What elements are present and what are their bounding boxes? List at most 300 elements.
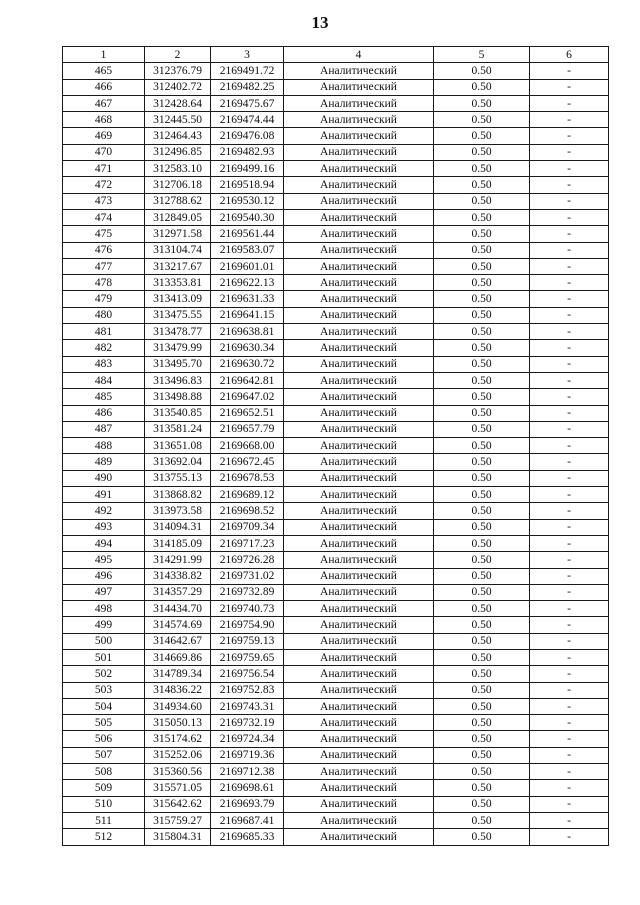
table-row: [63, 438, 609, 454]
accuracy-cell: 0.50: [434, 389, 530, 405]
x-coordinate-cell: 314185.09: [145, 535, 211, 551]
point-number-cell: 494: [63, 535, 145, 551]
method-cell: Аналитический: [284, 666, 434, 682]
note-cell: -: [530, 487, 609, 503]
y-coordinate-cell: 2169482.25: [211, 79, 284, 95]
accuracy-cell: 0.50: [434, 649, 530, 665]
table-row: [63, 666, 609, 682]
accuracy-cell: 0.50: [434, 275, 530, 291]
x-coordinate-cell: 313475.55: [145, 307, 211, 323]
point-number-cell: 479: [63, 291, 145, 307]
point-number-cell: 468: [63, 112, 145, 128]
table-row: [63, 226, 609, 242]
point-number-cell: 497: [63, 584, 145, 600]
point-number-cell: 510: [63, 796, 145, 812]
note-cell: -: [530, 666, 609, 682]
note-cell: -: [530, 95, 609, 111]
table-row: [63, 209, 609, 225]
point-number-cell: 499: [63, 617, 145, 633]
x-coordinate-cell: 313498.88: [145, 389, 211, 405]
accuracy-cell: 0.50: [434, 470, 530, 486]
table-row: [63, 503, 609, 519]
note-cell: -: [530, 291, 609, 307]
accuracy-cell: 0.50: [434, 584, 530, 600]
note-cell: -: [530, 601, 609, 617]
accuracy-cell: 0.50: [434, 780, 530, 796]
method-cell: Аналитический: [284, 258, 434, 274]
method-cell: Аналитический: [284, 584, 434, 600]
x-coordinate-cell: 314789.34: [145, 666, 211, 682]
table-row: [63, 144, 609, 160]
point-number-cell: 470: [63, 144, 145, 160]
table-row: [63, 307, 609, 323]
table-row: [63, 421, 609, 437]
x-coordinate-cell: 314934.60: [145, 698, 211, 714]
point-number-cell: 482: [63, 340, 145, 356]
x-coordinate-cell: 313495.70: [145, 356, 211, 372]
method-cell: Аналитический: [284, 275, 434, 291]
page-number: 13: [311, 13, 329, 32]
table-row: [63, 291, 609, 307]
note-cell: -: [530, 226, 609, 242]
method-cell: Аналитический: [284, 161, 434, 177]
method-cell: Аналитический: [284, 193, 434, 209]
table-row: [63, 519, 609, 535]
note-cell: -: [530, 503, 609, 519]
note-cell: -: [530, 747, 609, 763]
table-row: [63, 79, 609, 95]
method-cell: Аналитический: [284, 177, 434, 193]
point-number-cell: 484: [63, 372, 145, 388]
accuracy-cell: 0.50: [434, 764, 530, 780]
note-cell: -: [530, 617, 609, 633]
column-header: 1: [63, 47, 145, 63]
accuracy-cell: 0.50: [434, 193, 530, 209]
table-row: [63, 454, 609, 470]
method-cell: Аналитический: [284, 715, 434, 731]
accuracy-cell: 0.50: [434, 535, 530, 551]
method-cell: Аналитический: [284, 128, 434, 144]
table-row: [63, 275, 609, 291]
accuracy-cell: 0.50: [434, 503, 530, 519]
point-number-cell: 500: [63, 633, 145, 649]
accuracy-cell: 0.50: [434, 112, 530, 128]
point-number-cell: 506: [63, 731, 145, 747]
note-cell: -: [530, 812, 609, 828]
y-coordinate-cell: 2169698.61: [211, 780, 284, 796]
table-row: [63, 715, 609, 731]
point-number-cell: 475: [63, 226, 145, 242]
y-coordinate-cell: 2169476.08: [211, 128, 284, 144]
method-cell: Аналитический: [284, 340, 434, 356]
note-cell: -: [530, 715, 609, 731]
accuracy-cell: 0.50: [434, 209, 530, 225]
coordinates-table: [62, 46, 609, 846]
point-number-cell: 502: [63, 666, 145, 682]
note-cell: -: [530, 764, 609, 780]
table-row: [63, 633, 609, 649]
y-coordinate-cell: 2169689.12: [211, 487, 284, 503]
column-header: 2: [145, 47, 211, 63]
method-cell: Аналитический: [284, 519, 434, 535]
note-cell: -: [530, 79, 609, 95]
point-number-cell: 489: [63, 454, 145, 470]
accuracy-cell: 0.50: [434, 438, 530, 454]
point-number-cell: 487: [63, 421, 145, 437]
method-cell: Аналитический: [284, 682, 434, 698]
table-row: [63, 731, 609, 747]
y-coordinate-cell: 2169631.33: [211, 291, 284, 307]
y-coordinate-cell: 2169530.12: [211, 193, 284, 209]
y-coordinate-cell: 2169687.41: [211, 812, 284, 828]
x-coordinate-cell: 312402.72: [145, 79, 211, 95]
note-cell: -: [530, 649, 609, 665]
point-number-cell: 492: [63, 503, 145, 519]
y-coordinate-cell: 2169668.00: [211, 438, 284, 454]
y-coordinate-cell: 2169482.93: [211, 144, 284, 160]
table-row: [63, 812, 609, 828]
method-cell: Аналитический: [284, 421, 434, 437]
note-cell: -: [530, 161, 609, 177]
method-cell: Аналитический: [284, 63, 434, 79]
x-coordinate-cell: 314642.67: [145, 633, 211, 649]
point-number-cell: 478: [63, 275, 145, 291]
accuracy-cell: 0.50: [434, 421, 530, 437]
table-row: [63, 356, 609, 372]
x-coordinate-cell: 315759.27: [145, 812, 211, 828]
x-coordinate-cell: 313217.67: [145, 258, 211, 274]
x-coordinate-cell: 313478.77: [145, 324, 211, 340]
x-coordinate-cell: 312971.58: [145, 226, 211, 242]
point-number-cell: 488: [63, 438, 145, 454]
y-coordinate-cell: 2169518.94: [211, 177, 284, 193]
x-coordinate-cell: 313651.08: [145, 438, 211, 454]
point-number-cell: 512: [63, 829, 145, 845]
table-row: [63, 617, 609, 633]
point-number-cell: 471: [63, 161, 145, 177]
method-cell: Аналитический: [284, 112, 434, 128]
y-coordinate-cell: 2169583.07: [211, 242, 284, 258]
method-cell: Аналитический: [284, 405, 434, 421]
table-row: [63, 242, 609, 258]
accuracy-cell: 0.50: [434, 144, 530, 160]
x-coordinate-cell: 315804.31: [145, 829, 211, 845]
accuracy-cell: 0.50: [434, 405, 530, 421]
accuracy-cell: 0.50: [434, 177, 530, 193]
point-number-cell: 466: [63, 79, 145, 95]
point-number-cell: 485: [63, 389, 145, 405]
y-coordinate-cell: 2169698.52: [211, 503, 284, 519]
y-coordinate-cell: 2169732.19: [211, 715, 284, 731]
note-cell: -: [530, 242, 609, 258]
note-cell: -: [530, 780, 609, 796]
y-coordinate-cell: 2169561.44: [211, 226, 284, 242]
table-row: [63, 829, 609, 845]
y-coordinate-cell: 2169726.28: [211, 552, 284, 568]
note-cell: -: [530, 340, 609, 356]
x-coordinate-cell: 315174.62: [145, 731, 211, 747]
y-coordinate-cell: 2169474.44: [211, 112, 284, 128]
x-coordinate-cell: 313755.13: [145, 470, 211, 486]
method-cell: Аналитический: [284, 617, 434, 633]
accuracy-cell: 0.50: [434, 242, 530, 258]
note-cell: -: [530, 324, 609, 340]
table-row: [63, 487, 609, 503]
note-cell: -: [530, 421, 609, 437]
accuracy-cell: 0.50: [434, 666, 530, 682]
method-cell: Аналитический: [284, 356, 434, 372]
method-cell: Аналитический: [284, 698, 434, 714]
table-row: [63, 601, 609, 617]
point-number-cell: 493: [63, 519, 145, 535]
point-number-cell: 476: [63, 242, 145, 258]
x-coordinate-cell: 312445.50: [145, 112, 211, 128]
method-cell: Аналитический: [284, 242, 434, 258]
note-cell: -: [530, 470, 609, 486]
table-row: [63, 470, 609, 486]
y-coordinate-cell: 2169740.73: [211, 601, 284, 617]
accuracy-cell: 0.50: [434, 698, 530, 714]
y-coordinate-cell: 2169475.67: [211, 95, 284, 111]
y-coordinate-cell: 2169685.33: [211, 829, 284, 845]
accuracy-cell: 0.50: [434, 487, 530, 503]
accuracy-cell: 0.50: [434, 519, 530, 535]
note-cell: -: [530, 63, 609, 79]
table-row: [63, 552, 609, 568]
point-number-cell: 495: [63, 552, 145, 568]
accuracy-cell: 0.50: [434, 601, 530, 617]
y-coordinate-cell: 2169752.83: [211, 682, 284, 698]
x-coordinate-cell: 313353.81: [145, 275, 211, 291]
x-coordinate-cell: 314291.99: [145, 552, 211, 568]
table-row: [63, 177, 609, 193]
method-cell: Аналитический: [284, 601, 434, 617]
x-coordinate-cell: 312788.62: [145, 193, 211, 209]
accuracy-cell: 0.50: [434, 617, 530, 633]
note-cell: -: [530, 731, 609, 747]
accuracy-cell: 0.50: [434, 454, 530, 470]
y-coordinate-cell: 2169647.02: [211, 389, 284, 405]
table-row: [63, 405, 609, 421]
point-number-cell: 496: [63, 568, 145, 584]
point-number-cell: 509: [63, 780, 145, 796]
note-cell: -: [530, 258, 609, 274]
table-row: [63, 747, 609, 763]
table-header: [63, 47, 609, 63]
accuracy-cell: 0.50: [434, 63, 530, 79]
y-coordinate-cell: 2169630.72: [211, 356, 284, 372]
accuracy-cell: 0.50: [434, 682, 530, 698]
note-cell: -: [530, 633, 609, 649]
x-coordinate-cell: 312849.05: [145, 209, 211, 225]
accuracy-cell: 0.50: [434, 633, 530, 649]
note-cell: -: [530, 698, 609, 714]
y-coordinate-cell: 2169759.65: [211, 649, 284, 665]
accuracy-cell: 0.50: [434, 161, 530, 177]
accuracy-cell: 0.50: [434, 747, 530, 763]
note-cell: -: [530, 372, 609, 388]
accuracy-cell: 0.50: [434, 796, 530, 812]
x-coordinate-cell: 312496.85: [145, 144, 211, 160]
x-coordinate-cell: 315252.06: [145, 747, 211, 763]
accuracy-cell: 0.50: [434, 79, 530, 95]
accuracy-cell: 0.50: [434, 731, 530, 747]
method-cell: Аналитический: [284, 372, 434, 388]
accuracy-cell: 0.50: [434, 568, 530, 584]
method-cell: Аналитический: [284, 389, 434, 405]
table-row: [63, 764, 609, 780]
note-cell: -: [530, 829, 609, 845]
point-number-cell: 473: [63, 193, 145, 209]
method-cell: Аналитический: [284, 144, 434, 160]
y-coordinate-cell: 2169754.90: [211, 617, 284, 633]
table-row: [63, 340, 609, 356]
point-number-cell: 498: [63, 601, 145, 617]
table-row: [63, 780, 609, 796]
method-cell: Аналитический: [284, 829, 434, 845]
table-row: [63, 95, 609, 111]
note-cell: -: [530, 535, 609, 551]
y-coordinate-cell: 2169678.53: [211, 470, 284, 486]
method-cell: Аналитический: [284, 291, 434, 307]
accuracy-cell: 0.50: [434, 812, 530, 828]
y-coordinate-cell: 2169622.13: [211, 275, 284, 291]
method-cell: Аналитический: [284, 812, 434, 828]
table-row: [63, 698, 609, 714]
x-coordinate-cell: 312583.10: [145, 161, 211, 177]
table-row: [63, 649, 609, 665]
point-number-cell: 490: [63, 470, 145, 486]
method-cell: Аналитический: [284, 649, 434, 665]
table-row: [63, 258, 609, 274]
table-row: [63, 193, 609, 209]
x-coordinate-cell: 315571.05: [145, 780, 211, 796]
note-cell: -: [530, 275, 609, 291]
x-coordinate-cell: 313104.74: [145, 242, 211, 258]
point-number-cell: 467: [63, 95, 145, 111]
method-cell: Аналитический: [284, 470, 434, 486]
x-coordinate-cell: 314574.69: [145, 617, 211, 633]
point-number-cell: 474: [63, 209, 145, 225]
x-coordinate-cell: 314357.29: [145, 584, 211, 600]
x-coordinate-cell: 314094.31: [145, 519, 211, 535]
y-coordinate-cell: 2169731.02: [211, 568, 284, 584]
point-number-cell: 511: [63, 812, 145, 828]
method-cell: Аналитический: [284, 731, 434, 747]
column-header: 4: [284, 47, 434, 63]
table-row: [63, 324, 609, 340]
accuracy-cell: 0.50: [434, 324, 530, 340]
method-cell: Аналитический: [284, 438, 434, 454]
table-row: [63, 796, 609, 812]
y-coordinate-cell: 2169491.72: [211, 63, 284, 79]
y-coordinate-cell: 2169756.54: [211, 666, 284, 682]
point-number-cell: 469: [63, 128, 145, 144]
method-cell: Аналитический: [284, 764, 434, 780]
point-number-cell: 477: [63, 258, 145, 274]
y-coordinate-cell: 2169499.16: [211, 161, 284, 177]
accuracy-cell: 0.50: [434, 307, 530, 323]
x-coordinate-cell: 314669.86: [145, 649, 211, 665]
y-coordinate-cell: 2169540.30: [211, 209, 284, 225]
x-coordinate-cell: 314434.70: [145, 601, 211, 617]
note-cell: -: [530, 307, 609, 323]
x-coordinate-cell: 313692.04: [145, 454, 211, 470]
note-cell: -: [530, 519, 609, 535]
header-row: [63, 47, 609, 63]
note-cell: -: [530, 796, 609, 812]
note-cell: -: [530, 144, 609, 160]
y-coordinate-cell: 2169717.23: [211, 535, 284, 551]
note-cell: -: [530, 405, 609, 421]
accuracy-cell: 0.50: [434, 95, 530, 111]
table-row: [63, 63, 609, 79]
y-coordinate-cell: 2169672.45: [211, 454, 284, 470]
accuracy-cell: 0.50: [434, 356, 530, 372]
y-coordinate-cell: 2169719.36: [211, 747, 284, 763]
method-cell: Аналитический: [284, 209, 434, 225]
point-number-cell: 505: [63, 715, 145, 731]
x-coordinate-cell: 313973.58: [145, 503, 211, 519]
accuracy-cell: 0.50: [434, 372, 530, 388]
method-cell: Аналитический: [284, 226, 434, 242]
point-number-cell: 504: [63, 698, 145, 714]
accuracy-cell: 0.50: [434, 829, 530, 845]
x-coordinate-cell: 315360.56: [145, 764, 211, 780]
accuracy-cell: 0.50: [434, 552, 530, 568]
x-coordinate-cell: 312428.64: [145, 95, 211, 111]
point-number-cell: 483: [63, 356, 145, 372]
accuracy-cell: 0.50: [434, 128, 530, 144]
y-coordinate-cell: 2169601.01: [211, 258, 284, 274]
method-cell: Аналитический: [284, 307, 434, 323]
y-coordinate-cell: 2169641.15: [211, 307, 284, 323]
note-cell: -: [530, 682, 609, 698]
x-coordinate-cell: 312706.18: [145, 177, 211, 193]
accuracy-cell: 0.50: [434, 226, 530, 242]
note-cell: -: [530, 389, 609, 405]
table-row: [63, 584, 609, 600]
column-header: 6: [530, 47, 609, 63]
x-coordinate-cell: 315050.13: [145, 715, 211, 731]
note-cell: -: [530, 584, 609, 600]
y-coordinate-cell: 2169693.79: [211, 796, 284, 812]
y-coordinate-cell: 2169709.34: [211, 519, 284, 535]
accuracy-cell: 0.50: [434, 715, 530, 731]
y-coordinate-cell: 2169630.34: [211, 340, 284, 356]
x-coordinate-cell: 313479.99: [145, 340, 211, 356]
note-cell: -: [530, 177, 609, 193]
table-row: [63, 112, 609, 128]
method-cell: Аналитический: [284, 95, 434, 111]
method-cell: Аналитический: [284, 79, 434, 95]
note-cell: -: [530, 454, 609, 470]
x-coordinate-cell: 312464.43: [145, 128, 211, 144]
point-number-cell: 501: [63, 649, 145, 665]
point-number-cell: 486: [63, 405, 145, 421]
x-coordinate-cell: 313581.24: [145, 421, 211, 437]
point-number-cell: 507: [63, 747, 145, 763]
x-coordinate-cell: 313868.82: [145, 487, 211, 503]
column-header: 3: [211, 47, 284, 63]
note-cell: -: [530, 112, 609, 128]
method-cell: Аналитический: [284, 552, 434, 568]
note-cell: -: [530, 568, 609, 584]
note-cell: -: [530, 356, 609, 372]
table-row: [63, 535, 609, 551]
note-cell: -: [530, 209, 609, 225]
x-coordinate-cell: 314836.22: [145, 682, 211, 698]
